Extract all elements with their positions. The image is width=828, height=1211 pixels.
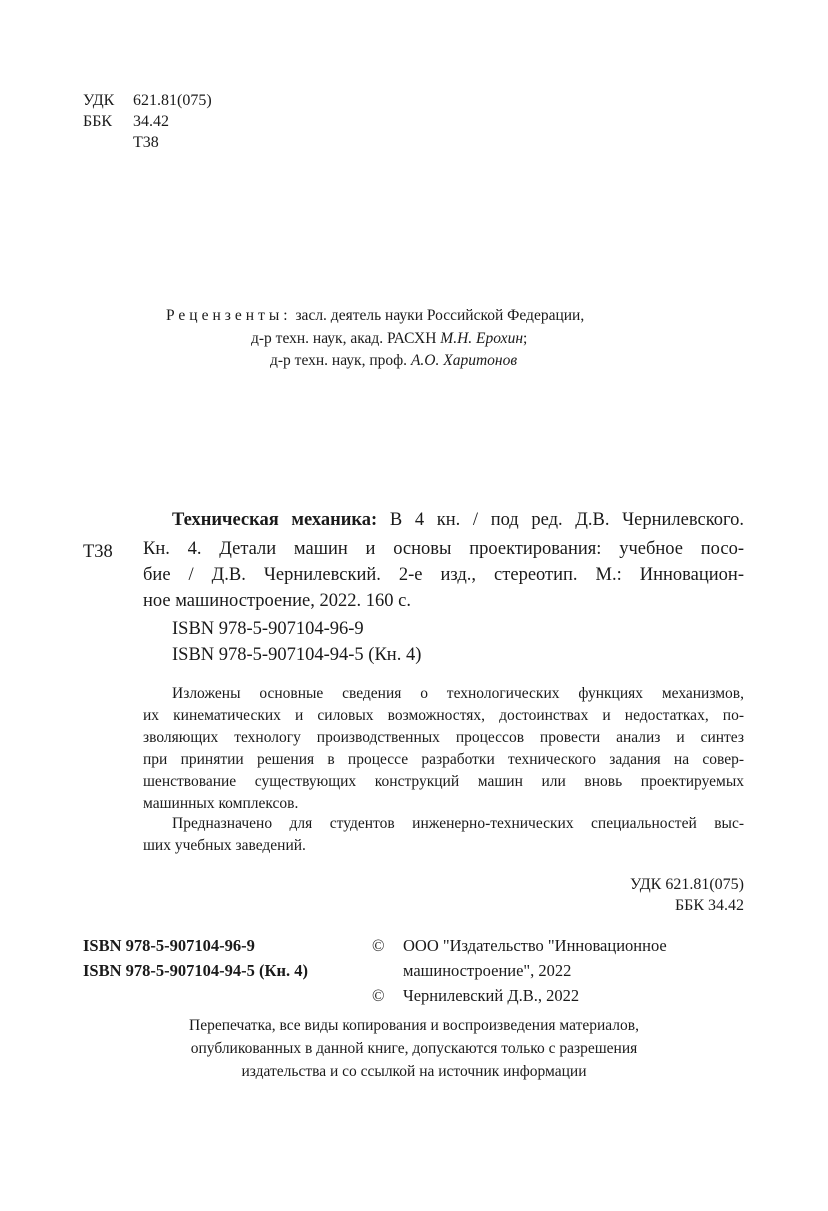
udk-top <box>83 90 212 111</box>
isbn-bold-2: ISBN 978-5-907104-94-5 (Кн. 4) <box>83 961 308 980</box>
annotation-line-2: их кинематических и силовых возможностях, достоинствах и недостатках, по- <box>143 707 744 724</box>
reviewers-line-1 <box>166 304 584 327</box>
bbk-top <box>83 111 169 132</box>
reviewers-line-3 <box>270 349 517 372</box>
reviewers-label: Рецензенты: <box>166 307 292 324</box>
copyright-author: Чернилевский Д.В., 2022 <box>403 986 580 1005</box>
reviewer-1-title: засл. деятель науки Российской Федерации, <box>295 307 585 324</box>
bbk-value: 34.42 <box>133 113 169 130</box>
reviewers-line-2 <box>251 327 527 350</box>
annotation-line-7: Предназначено для студентов инженерно-технических специальностей выс- <box>172 815 744 832</box>
reprint-notice-line-3: издательства и со ссылкой на источник информации <box>241 1063 587 1080</box>
copyright-symbol-2: © <box>372 986 385 1005</box>
reprint-notice-line-2: опубликованных в данной книге, допускаются только с разрешения <box>190 1040 638 1057</box>
bbk-bottom: ББК 34.42 <box>674 897 744 914</box>
reviewer-1-degree: д-р техн. наук, акад. РАСХН <box>251 330 441 347</box>
bib-line-3: бие / Д.В. Чернилевский. 2-е изд., стереотип. М.: Инновацион- <box>143 565 744 585</box>
reviewer-2-degree: д-р техн. наук, проф. <box>270 352 411 369</box>
annotation-line-6: машинных комплексов. <box>143 795 299 812</box>
reprint-notice-line-1: Перепечатка, все виды копирования и воспроизведения материалов, <box>189 1017 639 1034</box>
reviewer-1-name: М.Н. Ерохин <box>440 330 524 347</box>
copyright-publisher: ООО "Издательство "Инновационное <box>403 936 667 955</box>
bib-isbn-1: ISBN 978-5-907104-96-9 <box>172 619 364 639</box>
reviewer-1-end: ; <box>523 330 528 347</box>
isbn-bold-1: ISBN 978-5-907104-96-9 <box>83 936 255 955</box>
bib-line-2: Кн. 4. Детали машин и основы проектирования: учебное посо- <box>143 539 744 559</box>
copyright-publisher-cont: машиностроение", 2022 <box>403 961 572 980</box>
copyright-symbol-1: © <box>372 936 385 955</box>
bib-isbn-2: ISBN 978-5-907104-94-5 (Кн. 4) <box>172 645 422 665</box>
bbk-label: ББК <box>83 113 113 130</box>
bib-author-mark: Т38 <box>83 542 113 562</box>
reviewer-2-name: А.О. Харитонов <box>410 352 518 369</box>
annotation-line-1: Изложены основные сведения о технологических функциях механизмов, <box>172 685 744 702</box>
book-title: Техническая механика: <box>172 510 378 530</box>
annotation-line-8: ших учебных заведений. <box>143 837 306 854</box>
bib-line-1-rest: В 4 кн. / под ред. Д.В. Чернилевского. <box>377 510 744 530</box>
author-mark-top: Т38 <box>133 134 159 151</box>
udk-value: 621.81(075) <box>133 92 212 109</box>
annotation-line-5: шенствование существующих конструкций машин или вновь проектируемых <box>143 773 744 790</box>
udk-bottom: УДК 621.81(075) <box>630 876 744 893</box>
udk-label: УДК <box>83 92 115 109</box>
annotation-line-3: зволяющих технологу производственных процессов провести анализ и синтез <box>143 729 744 746</box>
bib-line-4: ное машиностроение, 2022. 160 с. <box>143 591 411 611</box>
annotation-line-4: при принятии решения в процессе разработки технического задания на совер- <box>143 751 744 768</box>
bib-line-1 <box>172 508 744 534</box>
